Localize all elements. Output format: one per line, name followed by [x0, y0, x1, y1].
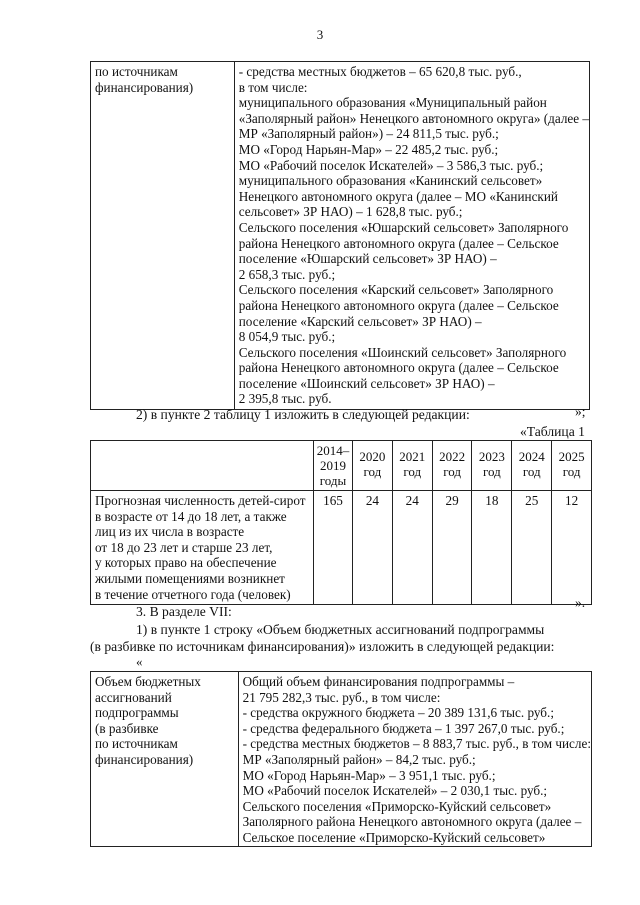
funding-detail-line: 8 054,9 тыс. руб.;	[238, 329, 336, 345]
forecast-data-row	[91, 491, 592, 605]
funding-detail-line: поселение «Шоинский сельсовет» ЗР НАО) –	[238, 375, 495, 391]
year-line: 2025	[558, 449, 585, 464]
value-2024: 25	[512, 491, 552, 605]
table2-caption: «Таблица 1	[520, 424, 585, 439]
funding-detail-line: поселение «Юшарский сельсовет» ЗР НАО) –	[238, 251, 497, 267]
funding-details-cell	[234, 62, 589, 410]
year-line: год	[403, 464, 422, 479]
row-label-line: у которых право на обеспечение	[95, 555, 277, 571]
forecast-table	[90, 440, 592, 605]
year-header-2024	[512, 441, 552, 491]
budget-detail-line: - средства федерального бюджета – 1 397 267,0 тыс. руб.;	[242, 720, 565, 736]
budget-label-line: по источникам	[95, 736, 178, 752]
budget-detail-line: МО «Город Нарьян-Мар» – 3 951,1 тыс. руб.;	[242, 767, 496, 783]
row-label-line: жилыми помещениями возникнет	[95, 570, 285, 586]
budget-detail-line: МР «Заполярный район» – 84,2 тыс. руб.;	[242, 751, 476, 767]
budget-detail-line: МО «Рабочий поселок Искателей» – 2 030,1 тыс. руб.;	[242, 783, 548, 799]
funding-detail-line: Сельского поселения «Карский сельсовет» Заполярного	[238, 282, 554, 298]
header-empty-cell	[91, 441, 314, 491]
funding-detail-line: 2 658,3 тыс. руб.;	[238, 266, 336, 282]
budget-detail-line: - средства местных бюджетов – 8 883,7 тыс. руб., в том числе:	[242, 736, 591, 752]
table2-closing-quote: ».	[575, 595, 586, 610]
year-line: 2014–	[316, 443, 350, 458]
budget-detail-line: Общий объем финансирования подпрограммы –	[242, 674, 515, 689]
budget-detail-line: 21 795 282,3 тыс. руб., в том числе:	[242, 689, 441, 705]
year-header-2023	[472, 441, 512, 491]
year-line: год	[522, 464, 541, 479]
funding-detail-line: Сельского поселения «Юшарский сельсовет» Заполярного	[238, 219, 569, 235]
funding-detail-line: поселение «Карский сельсовет» ЗР НАО) –	[238, 313, 482, 329]
year-header-2022	[432, 441, 472, 491]
funding-detail-line: района Ненецкого автономного округа (далее – Сельское	[238, 235, 559, 251]
funding-detail-line: «Заполярный район» Ненецкого автономного округа» (далее –	[238, 110, 589, 126]
budget-label-line: финансирования)	[95, 751, 194, 767]
funding-detail-line: МО «Город Нарьян-Мар» – 22 485,2 тыс. руб.;	[238, 141, 499, 157]
year-header-2014-2019	[314, 441, 353, 491]
year-line: год	[562, 464, 581, 479]
funding-sources-table-continued	[90, 61, 590, 410]
budget-label-line: ассигнований	[95, 689, 172, 705]
row-label-line: лиц из их числа в возрасте	[95, 524, 245, 540]
value-2020: 24	[353, 491, 393, 605]
row-label-line: в течение отчетного года (человек)	[95, 586, 291, 602]
budget-label-line: Объем бюджетных	[95, 674, 201, 689]
table1-closing-quote: »;	[575, 404, 586, 419]
page-number: 3	[316, 27, 324, 42]
item2-text: 2) в пункте 2 таблицу 1 изложить в следующей редакции:	[136, 407, 470, 422]
funding-detail-line: Ненецкого автономного округа (далее – МО «Канинский	[238, 188, 558, 204]
funding-detail-line: района Ненецкого автономного округа (далее – Сельское	[238, 297, 559, 313]
section3-heading: 3. В разделе VII:	[136, 604, 232, 619]
funding-detail-line: муниципального образования «Канинский сельсовет»	[238, 173, 543, 189]
value-2023: 18	[472, 491, 512, 605]
year-line: год	[363, 464, 382, 479]
year-header-2021	[392, 441, 432, 491]
budget-label-line: (в разбивке	[95, 720, 159, 736]
funding-detail-line: - средства местных бюджетов – 65 620,8 тыс. руб.,	[238, 64, 522, 79]
funding-detail-line: Сельского поселения «Шоинский сельсовет» Заполярного	[238, 344, 567, 360]
year-line: год	[443, 464, 461, 479]
opening-quote: «	[136, 654, 143, 669]
value-2025: 12	[552, 491, 592, 605]
forecast-row-label	[91, 491, 314, 605]
funding-label-line: по источникам	[95, 64, 178, 79]
value-2022: 29	[432, 491, 472, 605]
funding-detail-line: 2 395,8 тыс. руб.	[238, 391, 332, 407]
year-header-2025	[552, 441, 592, 491]
funding-label-line: финансирования)	[95, 79, 194, 95]
funding-label-cell	[91, 62, 235, 410]
row-label-line: в возрасте от 14 до 18 лет, а также	[95, 508, 287, 524]
year-line: 2023	[478, 449, 505, 464]
year-line: 2019	[320, 458, 346, 473]
funding-detail-line: в том числе:	[238, 79, 308, 95]
row-label-line: от 18 до 23 лет и старше 23 лет,	[95, 539, 273, 555]
budget-label-line: подпрограммы	[95, 705, 179, 721]
year-line: год	[483, 464, 501, 479]
year-line: 2021	[399, 449, 426, 464]
funding-detail-line: МО «Рабочий поселок Искателей» – 3 586,3 тыс. руб.;	[238, 157, 544, 173]
item1-line: (в разбивке по источникам финансирования)» изложить в следующей редакции:	[90, 639, 555, 654]
funding-detail-line: МР «Заполярный район») – 24 811,5 тыс. руб.;	[238, 126, 499, 142]
budget-detail-line: Заполярного района Ненецкого автономного округа (далее –	[242, 814, 582, 830]
funding-detail-line: сельсовет» ЗР НАО) – 1 628,8 тыс. руб.;	[238, 204, 463, 220]
budget-details-cell	[238, 672, 591, 847]
forecast-header-row	[91, 441, 592, 491]
item1-line: 1) в пункте 1 строку «Объем бюджетных ассигнований подпрограммы	[136, 622, 545, 637]
year-line: 2020	[359, 449, 386, 464]
value-2014-2019: 165	[314, 491, 353, 605]
budget-detail-line: - средства окружного бюджета – 20 389 131,6 тыс. руб.;	[242, 705, 554, 721]
year-header-2020	[353, 441, 393, 491]
year-line: 2022	[439, 449, 466, 464]
budget-allocation-table	[90, 671, 592, 847]
budget-detail-line: Сельское поселение «Приморско-Куйский сельсовет»	[242, 829, 546, 845]
budget-detail-line: Сельского поселения «Приморско-Куйский сельсовет»	[242, 798, 552, 814]
row-label-line: Прогнозная численность детей-сирот	[95, 493, 306, 508]
budget-label-cell	[91, 672, 239, 847]
value-2021: 24	[392, 491, 432, 605]
funding-detail-line: района Ненецкого автономного округа (далее – Сельское	[238, 360, 559, 376]
year-line: годы	[319, 473, 347, 488]
funding-detail-line: муниципального образования «Муниципальный район	[238, 95, 547, 111]
year-line: 2024	[518, 449, 545, 464]
